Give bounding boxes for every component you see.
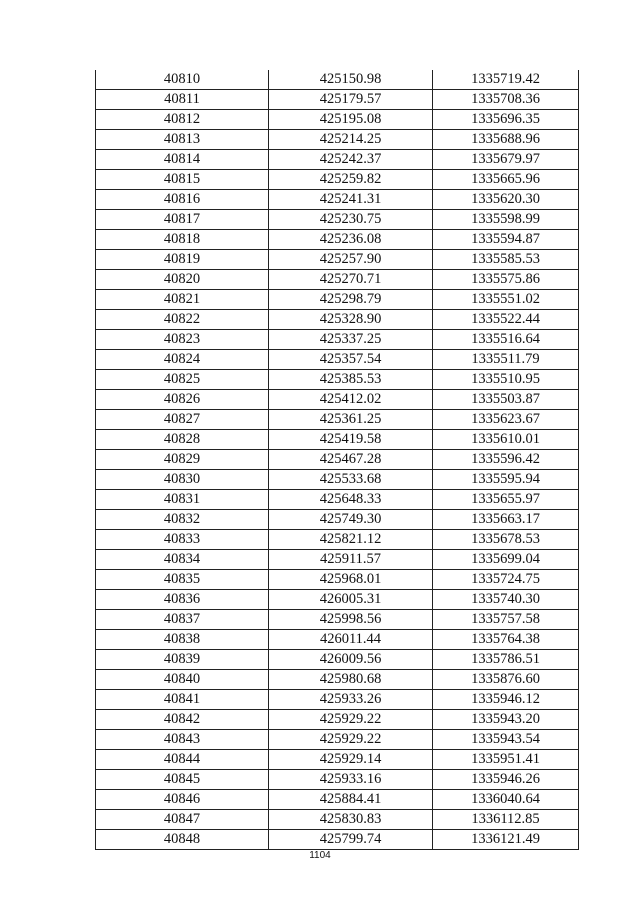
table-row	[96, 570, 579, 590]
x-coordinate-cell: 425929.22	[269, 730, 433, 750]
point-id-cell: 40819	[96, 250, 269, 270]
x-coordinate-cell: 425968.01	[269, 570, 433, 590]
x-coordinate-cell: 425337.25	[269, 330, 433, 350]
x-coordinate-cell: 425257.90	[269, 250, 433, 270]
point-id-cell: 40848	[96, 830, 269, 850]
point-id-cell: 40813	[96, 130, 269, 150]
table-row	[96, 350, 579, 370]
y-coordinate-cell: 1335757.58	[433, 610, 579, 630]
x-coordinate-cell: 425259.82	[269, 170, 433, 190]
x-coordinate-cell: 425884.41	[269, 790, 433, 810]
point-id-cell: 40824	[96, 350, 269, 370]
x-coordinate-cell: 425242.37	[269, 150, 433, 170]
table-row	[96, 830, 579, 850]
table-row	[96, 370, 579, 390]
point-id-cell: 40829	[96, 450, 269, 470]
table-row	[96, 510, 579, 530]
y-coordinate-cell: 1335708.36	[433, 90, 579, 110]
point-id-cell: 40815	[96, 170, 269, 190]
point-id-cell: 40841	[96, 690, 269, 710]
x-coordinate-cell: 426009.56	[269, 650, 433, 670]
x-coordinate-cell: 425412.02	[269, 390, 433, 410]
point-id-cell: 40828	[96, 430, 269, 450]
y-coordinate-cell: 1335946.26	[433, 770, 579, 790]
table-row	[96, 630, 579, 650]
y-coordinate-cell: 1335719.42	[433, 70, 579, 90]
point-id-cell: 40832	[96, 510, 269, 530]
table-row	[96, 90, 579, 110]
point-id-cell: 40820	[96, 270, 269, 290]
y-coordinate-cell: 1335596.42	[433, 450, 579, 470]
point-id-cell: 40843	[96, 730, 269, 750]
y-coordinate-cell: 1335943.54	[433, 730, 579, 750]
point-id-cell: 40840	[96, 670, 269, 690]
y-coordinate-cell: 1335551.02	[433, 290, 579, 310]
table-row	[96, 690, 579, 710]
x-coordinate-cell: 425911.57	[269, 550, 433, 570]
table-row	[96, 150, 579, 170]
table-row	[96, 410, 579, 430]
x-coordinate-cell: 425799.74	[269, 830, 433, 850]
x-coordinate-cell: 425236.08	[269, 230, 433, 250]
table-row	[96, 790, 579, 810]
y-coordinate-cell: 1335876.60	[433, 670, 579, 690]
y-coordinate-cell: 1335594.87	[433, 230, 579, 250]
y-coordinate-cell: 1335943.20	[433, 710, 579, 730]
y-coordinate-cell: 1335688.96	[433, 130, 579, 150]
table-row	[96, 470, 579, 490]
y-coordinate-cell: 1335510.95	[433, 370, 579, 390]
point-id-cell: 40844	[96, 750, 269, 770]
x-coordinate-cell: 425933.26	[269, 690, 433, 710]
x-coordinate-cell: 425298.79	[269, 290, 433, 310]
y-coordinate-cell: 1335655.97	[433, 490, 579, 510]
point-id-cell: 40845	[96, 770, 269, 790]
point-id-cell: 40847	[96, 810, 269, 830]
y-coordinate-cell: 1335610.01	[433, 430, 579, 450]
x-coordinate-cell: 426005.31	[269, 590, 433, 610]
x-coordinate-cell: 425241.31	[269, 190, 433, 210]
table-row	[96, 70, 579, 90]
table-row	[96, 490, 579, 510]
point-id-cell: 40827	[96, 410, 269, 430]
y-coordinate-cell: 1336121.49	[433, 830, 579, 850]
table-row	[96, 310, 579, 330]
y-coordinate-cell: 1335598.99	[433, 210, 579, 230]
x-coordinate-cell: 425385.53	[269, 370, 433, 390]
point-id-cell: 40846	[96, 790, 269, 810]
table-row	[96, 290, 579, 310]
point-id-cell: 40826	[96, 390, 269, 410]
table-row	[96, 330, 579, 350]
y-coordinate-cell: 1335522.44	[433, 310, 579, 330]
y-coordinate-cell: 1335724.75	[433, 570, 579, 590]
point-id-cell: 40833	[96, 530, 269, 550]
coordinates-table	[95, 70, 579, 850]
table-row	[96, 810, 579, 830]
table-row	[96, 190, 579, 210]
table-row	[96, 390, 579, 410]
point-id-cell: 40836	[96, 590, 269, 610]
point-id-cell: 40842	[96, 710, 269, 730]
table-row	[96, 610, 579, 630]
point-id-cell: 40834	[96, 550, 269, 570]
table-row	[96, 750, 579, 770]
page-number: 1104	[309, 850, 331, 861]
x-coordinate-cell: 425821.12	[269, 530, 433, 550]
point-id-cell: 40838	[96, 630, 269, 650]
point-id-cell: 40831	[96, 490, 269, 510]
point-id-cell: 40817	[96, 210, 269, 230]
x-coordinate-cell: 425648.33	[269, 490, 433, 510]
table-row	[96, 170, 579, 190]
y-coordinate-cell: 1336112.85	[433, 810, 579, 830]
x-coordinate-cell: 425933.16	[269, 770, 433, 790]
table-row	[96, 430, 579, 450]
y-coordinate-cell: 1335786.51	[433, 650, 579, 670]
x-coordinate-cell: 425929.22	[269, 710, 433, 730]
y-coordinate-cell: 1335951.41	[433, 750, 579, 770]
x-coordinate-cell: 425195.08	[269, 110, 433, 130]
table-row	[96, 650, 579, 670]
y-coordinate-cell: 1335699.04	[433, 550, 579, 570]
x-coordinate-cell: 425357.54	[269, 350, 433, 370]
y-coordinate-cell: 1335585.53	[433, 250, 579, 270]
x-coordinate-cell: 425980.68	[269, 670, 433, 690]
x-coordinate-cell: 425150.98	[269, 70, 433, 90]
x-coordinate-cell: 425230.75	[269, 210, 433, 230]
table-row	[96, 110, 579, 130]
y-coordinate-cell: 1335678.53	[433, 530, 579, 550]
point-id-cell: 40835	[96, 570, 269, 590]
point-id-cell: 40810	[96, 70, 269, 90]
y-coordinate-cell: 1335696.35	[433, 110, 579, 130]
table-row	[96, 270, 579, 290]
point-id-cell: 40816	[96, 190, 269, 210]
table-row	[96, 210, 579, 230]
table-row	[96, 670, 579, 690]
point-id-cell: 40825	[96, 370, 269, 390]
point-id-cell: 40830	[96, 470, 269, 490]
table-row	[96, 230, 579, 250]
x-coordinate-cell: 425214.25	[269, 130, 433, 150]
x-coordinate-cell: 426011.44	[269, 630, 433, 650]
coordinates-table-body	[96, 70, 579, 850]
y-coordinate-cell: 1336040.64	[433, 790, 579, 810]
table-row	[96, 530, 579, 550]
y-coordinate-cell: 1335620.30	[433, 190, 579, 210]
x-coordinate-cell: 425533.68	[269, 470, 433, 490]
point-id-cell: 40839	[96, 650, 269, 670]
y-coordinate-cell: 1335595.94	[433, 470, 579, 490]
x-coordinate-cell: 425830.83	[269, 810, 433, 830]
point-id-cell: 40818	[96, 230, 269, 250]
table-row	[96, 250, 579, 270]
table-row	[96, 770, 579, 790]
x-coordinate-cell: 425998.56	[269, 610, 433, 630]
table-row	[96, 710, 579, 730]
y-coordinate-cell: 1335575.86	[433, 270, 579, 290]
y-coordinate-cell: 1335665.96	[433, 170, 579, 190]
x-coordinate-cell: 425749.30	[269, 510, 433, 530]
x-coordinate-cell: 425929.14	[269, 750, 433, 770]
x-coordinate-cell: 425270.71	[269, 270, 433, 290]
point-id-cell: 40821	[96, 290, 269, 310]
y-coordinate-cell: 1335679.97	[433, 150, 579, 170]
point-id-cell: 40814	[96, 150, 269, 170]
y-coordinate-cell: 1335740.30	[433, 590, 579, 610]
y-coordinate-cell: 1335511.79	[433, 350, 579, 370]
y-coordinate-cell: 1335623.67	[433, 410, 579, 430]
x-coordinate-cell: 425361.25	[269, 410, 433, 430]
x-coordinate-cell: 425179.57	[269, 90, 433, 110]
y-coordinate-cell: 1335764.38	[433, 630, 579, 650]
y-coordinate-cell: 1335663.17	[433, 510, 579, 530]
point-id-cell: 40837	[96, 610, 269, 630]
x-coordinate-cell: 425419.58	[269, 430, 433, 450]
point-id-cell: 40811	[96, 90, 269, 110]
table-row	[96, 130, 579, 150]
table-row	[96, 550, 579, 570]
point-id-cell: 40823	[96, 330, 269, 350]
y-coordinate-cell: 1335946.12	[433, 690, 579, 710]
table-row	[96, 730, 579, 750]
x-coordinate-cell: 425328.90	[269, 310, 433, 330]
point-id-cell: 40812	[96, 110, 269, 130]
point-id-cell: 40822	[96, 310, 269, 330]
table-row	[96, 590, 579, 610]
y-coordinate-cell: 1335516.64	[433, 330, 579, 350]
y-coordinate-cell: 1335503.87	[433, 390, 579, 410]
table-row	[96, 450, 579, 470]
x-coordinate-cell: 425467.28	[269, 450, 433, 470]
